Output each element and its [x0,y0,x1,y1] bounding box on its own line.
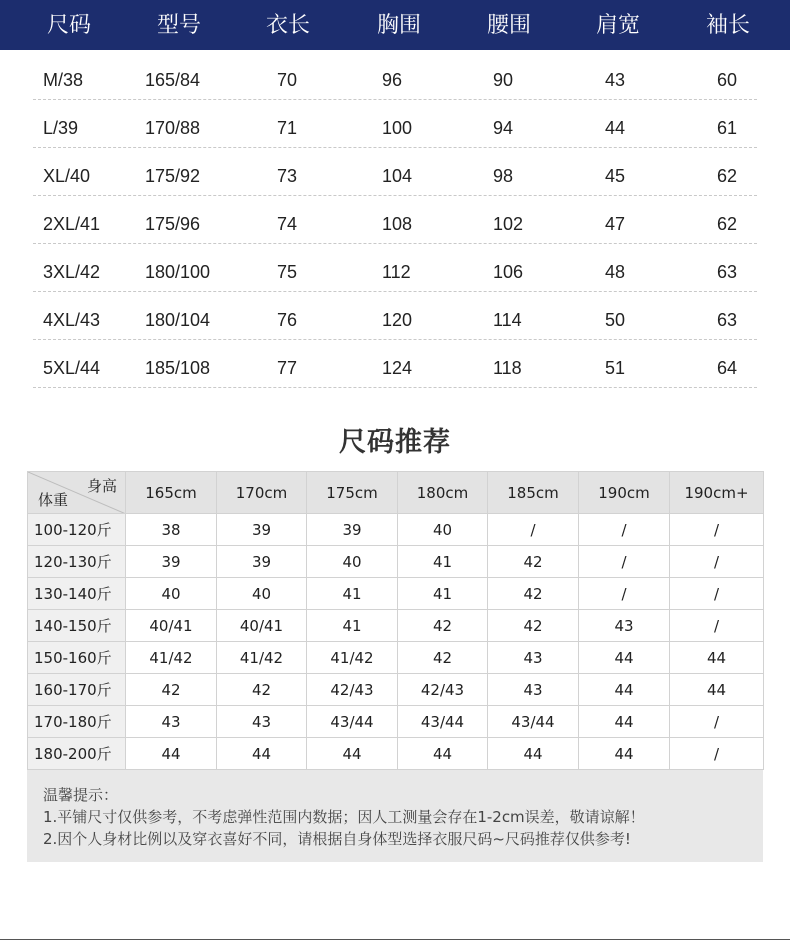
sleeve-cell: 63 [717,310,738,330]
length-cell: 73 [277,166,298,186]
corner-cell [28,472,126,514]
size-value: 41/42 [217,642,307,674]
weight-label: 140-150斤 [28,610,126,642]
header-waist: 腰围 [486,13,531,38]
weight-label: 160-170斤 [28,674,126,706]
size-row [33,196,757,244]
model-cell: 180/104 [145,310,211,330]
size-value: 41 [307,610,398,642]
size-cell: 3XL/42 [43,262,101,282]
size-value: 44 [488,738,579,770]
header-shoulder: 肩宽 [595,13,640,38]
size-table-header [0,0,790,50]
recommend-row [28,610,764,642]
size-value: 42/43 [398,674,488,706]
model-cell: 170/88 [145,118,201,138]
recommend-row [28,546,764,578]
size-value: 41/42 [307,642,398,674]
waist-cell: 106 [493,262,524,282]
size-cell: 5XL/44 [43,358,101,378]
size-value: 40 [307,546,398,578]
size-value: 44 [307,738,398,770]
header-size: 尺码 [46,13,91,38]
size-value: / [579,578,670,610]
size-value: / [670,546,764,578]
tips-box [27,770,763,862]
shoulder-cell: 51 [605,358,626,378]
size-value: 40 [217,578,307,610]
weight-label: 120-130斤 [28,546,126,578]
size-value: 41 [398,578,488,610]
height-header: 180cm [398,472,488,514]
tips-line-1: 1.平铺尺寸仅供参考，不考虑弹性范围内数据；因人工测量会存在1-2cm误差，敬请谅解！ [43,808,645,826]
recommend-row [28,674,764,706]
size-value: 43/44 [307,706,398,738]
waist-cell: 90 [493,70,514,90]
size-cell: 4XL/43 [43,310,101,330]
size-value: 44 [670,642,764,674]
height-header: 170cm [217,472,307,514]
size-value: 39 [307,514,398,546]
size-value: 42 [126,674,217,706]
size-value: 44 [579,738,670,770]
weight-label: 150-160斤 [28,642,126,674]
size-value: 43 [126,706,217,738]
recommend-table [27,471,764,770]
waist-cell: 94 [493,118,514,138]
size-value: 39 [217,546,307,578]
model-cell: 185/108 [145,358,211,378]
size-value: 39 [217,514,307,546]
corner-height-label: 身高 [86,477,117,495]
size-value: 40/41 [217,610,307,642]
size-value: 40 [398,514,488,546]
size-row [33,244,757,292]
size-value: 44 [126,738,217,770]
size-value: 43 [579,610,670,642]
waist-cell: 102 [493,214,524,234]
size-cell: L/39 [43,118,79,138]
weight-label: 130-140斤 [28,578,126,610]
waist-cell: 118 [493,358,522,378]
recommend-row [28,738,764,770]
size-value: 42 [488,610,579,642]
model-cell: 165/84 [145,70,201,90]
length-cell: 70 [277,70,298,90]
weight-label: 170-180斤 [28,706,126,738]
size-value: / [579,514,670,546]
size-value: 43/44 [488,706,579,738]
shoulder-cell: 47 [605,214,626,234]
size-row [33,100,757,148]
size-cell: XL/40 [43,166,91,186]
height-header: 185cm [488,472,579,514]
size-value: 43 [488,674,579,706]
recommend-title: 尺码推荐 [339,427,451,458]
chest-cell: 108 [382,214,413,234]
length-cell: 77 [277,358,298,378]
size-cell: 2XL/41 [43,214,101,234]
sleeve-cell: 64 [717,358,738,378]
size-value: / [488,514,579,546]
size-value: / [579,546,670,578]
model-cell: 175/96 [145,214,201,234]
size-row [33,340,757,388]
size-value: / [670,610,764,642]
size-value: 38 [126,514,217,546]
waist-cell: 98 [493,166,514,186]
size-value: 43/44 [398,706,488,738]
recommend-row [28,514,764,546]
height-header: 165cm [126,472,217,514]
sleeve-cell: 60 [717,70,738,90]
sleeve-cell: 61 [717,118,738,138]
tips-title: 温馨提示： [43,786,119,804]
sleeve-cell: 63 [717,262,738,282]
recommend-header-row [28,472,764,514]
size-row [33,148,757,196]
length-cell: 74 [277,214,298,234]
size-value: 42/43 [307,674,398,706]
size-value: / [670,706,764,738]
recommend-row [28,642,764,674]
size-value: 39 [126,546,217,578]
recommend-row [28,706,764,738]
height-header: 175cm [307,472,398,514]
header-sleeve: 袖长 [705,13,750,38]
tips-line-2: 2.因个人身材比例以及穿衣喜好不同，请根据自身体型选择衣服尺码~尺码推荐仅供参考! [43,830,631,848]
size-value: 42 [398,610,488,642]
size-value: 41 [398,546,488,578]
size-cell: M/38 [43,70,84,90]
chest-cell: 124 [382,358,413,378]
shoulder-cell: 43 [605,70,626,90]
header-chest: 胸围 [376,13,421,38]
chest-cell: 96 [382,70,403,90]
shoulder-cell: 45 [605,166,626,186]
size-value: 44 [670,674,764,706]
size-row [33,52,757,100]
size-value: / [670,578,764,610]
chest-cell: 112 [382,262,411,282]
waist-cell: 114 [493,310,522,330]
size-value: 41/42 [126,642,217,674]
size-value: 42 [398,642,488,674]
size-value: / [670,514,764,546]
size-value: 40 [126,578,217,610]
recommend-row [28,578,764,610]
corner-weight-label: 体重 [38,491,69,509]
bottom-divider [0,939,790,940]
size-value: 43 [488,642,579,674]
length-cell: 76 [277,310,298,330]
size-value: 42 [488,546,579,578]
shoulder-cell: 44 [605,118,626,138]
size-value: 42 [217,674,307,706]
height-header: 190cm [579,472,670,514]
header-model: 型号 [156,13,201,38]
size-value: 44 [579,642,670,674]
size-value: 44 [579,706,670,738]
sleeve-cell: 62 [717,166,738,186]
model-cell: 175/92 [145,166,201,186]
length-cell: 75 [277,262,298,282]
size-value: 40/41 [126,610,217,642]
weight-label: 180-200斤 [28,738,126,770]
size-value: 44 [398,738,488,770]
size-value: 41 [307,578,398,610]
chest-cell: 100 [382,118,413,138]
shoulder-cell: 50 [605,310,626,330]
weight-label: 100-120斤 [28,514,126,546]
length-cell: 71 [277,118,298,138]
model-cell: 180/100 [145,262,211,282]
chest-cell: 104 [382,166,413,186]
size-value: 43 [217,706,307,738]
header-length: 衣长 [265,13,310,38]
size-row [33,292,757,340]
size-value: 44 [579,674,670,706]
height-header: 190cm+ [670,472,764,514]
shoulder-cell: 48 [605,262,626,282]
size-value: / [670,738,764,770]
size-value: 44 [217,738,307,770]
sleeve-cell: 62 [717,214,738,234]
chest-cell: 120 [382,310,413,330]
size-value: 42 [488,578,579,610]
